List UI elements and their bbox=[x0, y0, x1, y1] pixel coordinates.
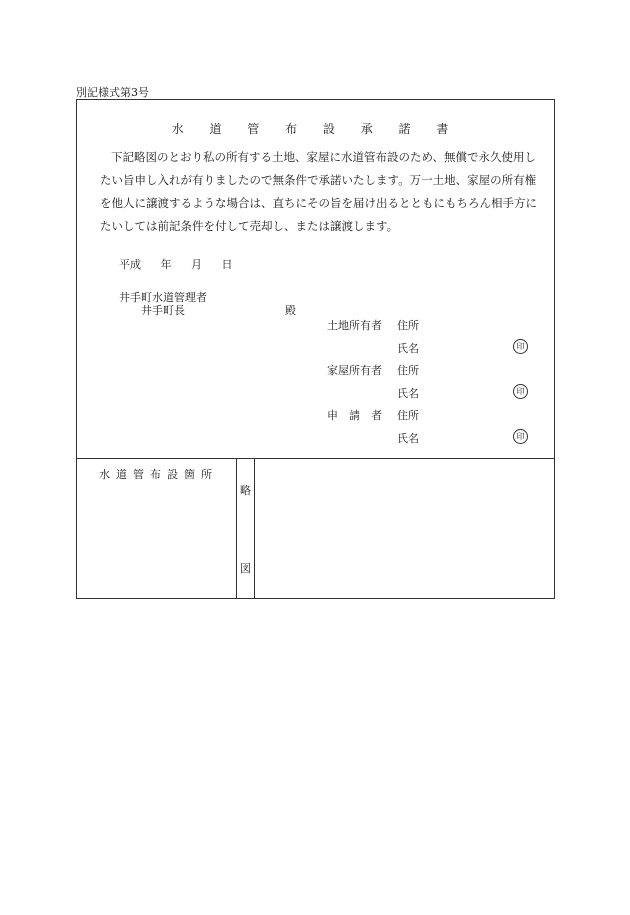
form-number: 別記様式第3号 bbox=[76, 86, 149, 99]
addressee-mayor: 井手町長 bbox=[141, 304, 185, 317]
date-line bbox=[119, 256, 249, 272]
sketch-label-char-1: 略 bbox=[240, 484, 251, 497]
date-era: 平成 bbox=[119, 258, 141, 271]
honorific: 殿 bbox=[285, 304, 296, 317]
land-owner-address-label: 住所 bbox=[397, 319, 419, 332]
date-year: 年 bbox=[160, 258, 172, 271]
pipe-location-cell bbox=[77, 458, 237, 599]
consent-text: 下記略図のとおり私の所有する土地、家屋に水道管布設のため、無償で永久使用したい旨申し入れが有りましたので無条件で承諾いたします。万一土地、家屋の所有権を他人に譲渡するような場合は、直ちにその旨を届け出るとともにもちろん相手方にたいしては前記条件を付して売却し、または譲渡します。 bbox=[100, 150, 537, 233]
house-owner-seal-mark: 印 bbox=[513, 384, 528, 399]
applicant-name-label: 氏名 bbox=[397, 432, 419, 445]
sketch-label-char-2: 図 bbox=[240, 562, 251, 575]
consent-section bbox=[77, 100, 554, 459]
pipe-location-caption: 水道管布設箇所 bbox=[99, 468, 218, 481]
addressee-administrator: 井手町水道管理者 bbox=[119, 291, 207, 304]
applicant-seal-mark: 印 bbox=[513, 429, 528, 444]
date-month: 月 bbox=[191, 258, 202, 271]
date-day: 日 bbox=[221, 258, 233, 271]
house-owner-name-label: 氏名 bbox=[397, 387, 419, 400]
house-owner-address-label: 住所 bbox=[397, 364, 419, 377]
applicant-address-label: 住所 bbox=[397, 409, 419, 422]
land-owner-seal-mark: 印 bbox=[513, 339, 528, 354]
applicant-label: 申 請 者 bbox=[327, 409, 382, 422]
sketch-label-cell bbox=[237, 458, 255, 599]
consent-form-frame bbox=[76, 99, 555, 599]
form-title: 水 道 管 布 設 承 諾 書 bbox=[171, 122, 460, 136]
house-owner-label: 家屋所有者 bbox=[327, 364, 382, 377]
land-owner-label: 土地所有者 bbox=[327, 319, 382, 332]
sketch-area bbox=[255, 458, 554, 599]
land-owner-name-label: 氏名 bbox=[397, 342, 419, 355]
